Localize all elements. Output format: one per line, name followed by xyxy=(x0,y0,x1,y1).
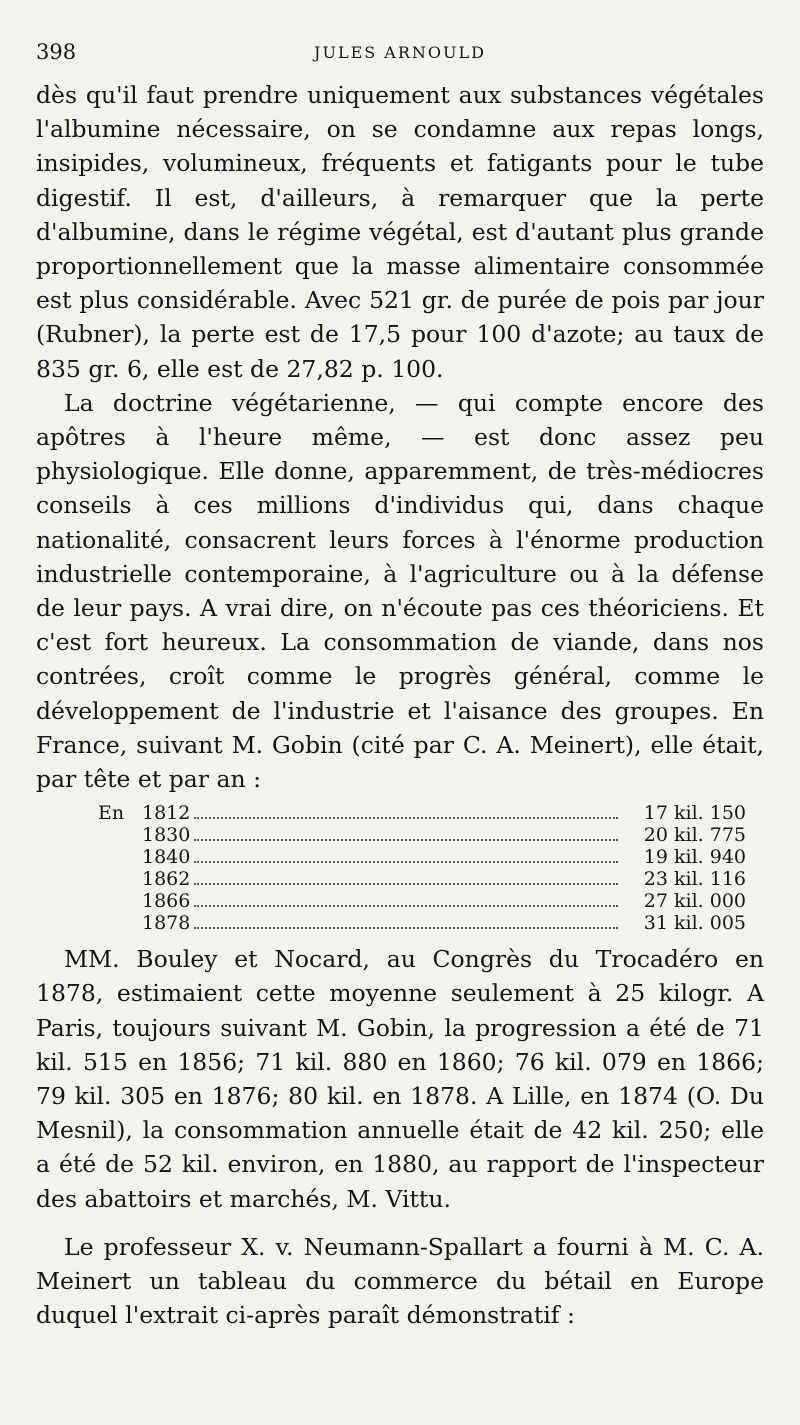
table-value: 17 kil. 150 xyxy=(643,802,746,825)
table-year: 1830 xyxy=(142,824,191,847)
table-year: 1840 xyxy=(142,846,191,869)
running-head: JULES ARNOULD xyxy=(314,43,486,62)
table-value: 19 kil. 940 xyxy=(643,846,746,869)
table-row xyxy=(98,912,746,934)
table-row xyxy=(98,824,746,846)
paragraph: MM. Bouley et Nocard, au Congrès du Trocadéro en 1878, estimaient cette moyenne seulement à 25 kilogr. A Paris, toujours suivant M. Gobin, la progression a été de 71 kil. 515 en 1856; 71 kil. 880 en 1860; 76 kil. 079 en 1866; 79 kil. 305 en 1876; 80 kil. en 1878. A Lille, en 1874 (O. Du Mesnil), la consommation annuelle était de 42 kil. 250; elle a été de 52 kil. environ, en 1880, au rapport de l'inspecteur des abattoirs et marchés, M. Vittu. xyxy=(36,945,764,1213)
dot-leader xyxy=(194,817,618,819)
table-value: 23 kil. 116 xyxy=(643,868,746,891)
table-row xyxy=(98,890,746,912)
paragraph: La doctrine végétarienne, — qui compte encore des apôtres à l'heure même, — est donc assez peu physiologique. Elle donne, apparemment, de très-médiocres conseils à ces millions d'individus qui, dans chaque nationalité, consacrent leurs forces à l'énorme production industrielle contemporaine, à l'agriculture ou à la défense de leur pays. A vrai dire, on n'écoute pas ces théoriciens. Et c'est fort heureux. La consommation de viande, dans nos contrées, croît comme le progrès général, comme le développement de l'industrie et l'aisance des groupes. En France, suivant M. Gobin (cité par C. A. Meinert), elle était, par tête et par an : xyxy=(36,388,764,794)
dot-leader xyxy=(194,905,618,907)
table-value: 31 kil. 005 xyxy=(643,912,746,935)
paragraph: Le professeur X. v. Neumann-Spallart a fourni à M. C. A. Meinert un tableau du commerce du bétail en Europe duquel l'extrait ci-après paraît démonstratif : xyxy=(36,1232,764,1330)
dot-leader xyxy=(194,839,618,841)
page-number: 398 xyxy=(36,40,77,64)
table-row xyxy=(98,846,746,868)
consumption-table xyxy=(98,802,746,934)
table-year: 1878 xyxy=(142,912,191,935)
body-text xyxy=(36,78,764,1333)
table-value: 20 kil. 775 xyxy=(643,824,746,847)
table-row xyxy=(98,868,746,890)
table-year: 1866 xyxy=(142,890,191,913)
dot-leader xyxy=(194,927,618,929)
table-row xyxy=(98,802,746,824)
page-header xyxy=(36,40,764,66)
table-value: 27 kil. 000 xyxy=(643,890,746,913)
dot-leader xyxy=(194,883,618,885)
table-prefix: En xyxy=(98,802,125,825)
table-year: 1862 xyxy=(142,868,191,891)
paragraph: dès qu'il faut prendre uniquement aux substances végétales l'albumine nécessaire, on se condamne aux repas longs, insipides, volumineux, fréquents et fatigants pour le tube digestif. Il est, d'ailleurs, à remarquer que la perte d'albumine, dans le régime végétal, est d'autant plus grande proportionnellement que la masse alimentaire consommée est plus considérable. Avec 521 gr. de purée de pois par jour (Rubner), la perte est de 17,5 pour 100 d'azote; au taux de 835 gr. 6, elle est de 27,82 p. 100. xyxy=(36,81,764,383)
table-year: 1812 xyxy=(142,802,191,825)
dot-leader xyxy=(194,861,618,863)
